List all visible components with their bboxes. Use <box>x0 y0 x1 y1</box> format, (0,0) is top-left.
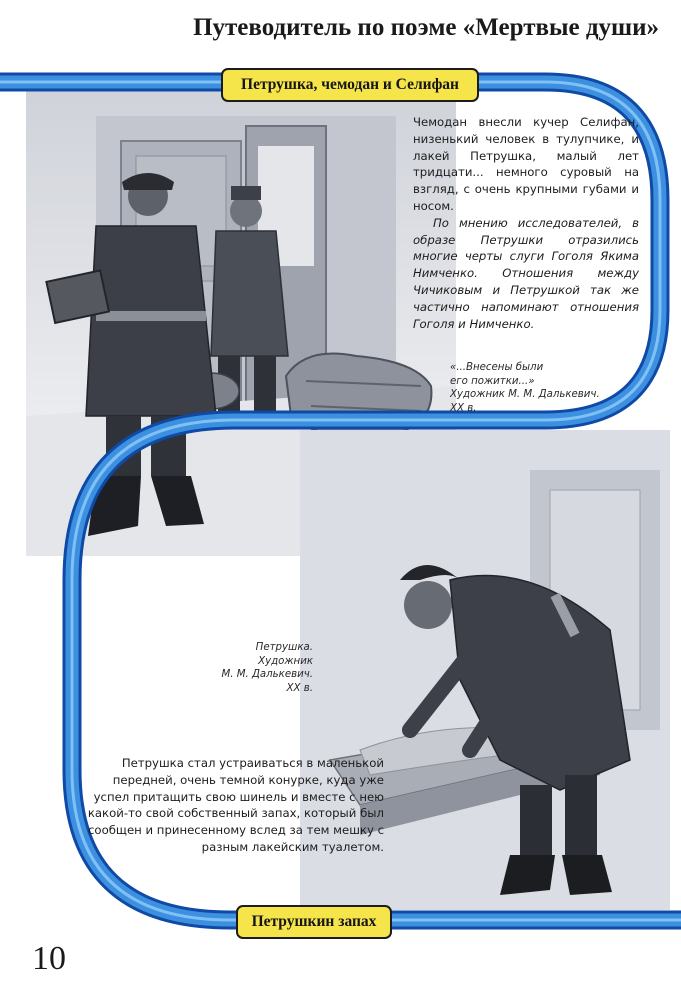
section-label-bottom: Петрушкин запах <box>236 905 392 939</box>
caption-line: его пожитки...» <box>450 375 535 387</box>
caption-line: Художник <box>258 655 313 667</box>
caption-line: М. М. Далькевич. <box>221 669 313 680</box>
caption-top-illustration <box>450 361 630 415</box>
intro-paragraph: Чемодан внесли кучер Селифан, низенький человек в тулупчике, и лакей Петрушка, малый лет тридцати... немного суровый на взгляд, с очень крупными губами и носом. <box>413 115 639 213</box>
page-title: Путеводитель по поэме «Мертвые души» <box>193 14 659 41</box>
caption-line: Художник М. М. Далькевич. <box>450 389 600 400</box>
caption-line: XX в. <box>450 402 477 414</box>
caption-bottom-illustration <box>186 641 313 695</box>
section-label-top: Петрушка, чемодан и Селифан <box>221 68 479 102</box>
research-paragraph: По мнению исследователей, в образе Петрушки отразились многие черты слуги Гоголя Якима Нимченко. Отношения между Чичиковым и Петрушкой так же частично напоминают отношения Гоголя и Нимченко. <box>413 215 639 331</box>
page-number: 10 <box>32 940 66 977</box>
caption-line: Петрушка. <box>255 642 313 653</box>
caption-line: «...Внесены были <box>450 362 544 373</box>
smell-paragraph: Петрушка стал устраиваться в маленькой передней, очень темной конурке, куда уже успел притащить свою шинель и вместе с нею какой-то свой собственный запах, который был сообщен и принесенному вслед за тем мешку с разным лакейским туалетом. <box>87 756 384 854</box>
caption-line: XX в. <box>286 682 313 694</box>
intro-text-block <box>413 114 639 332</box>
